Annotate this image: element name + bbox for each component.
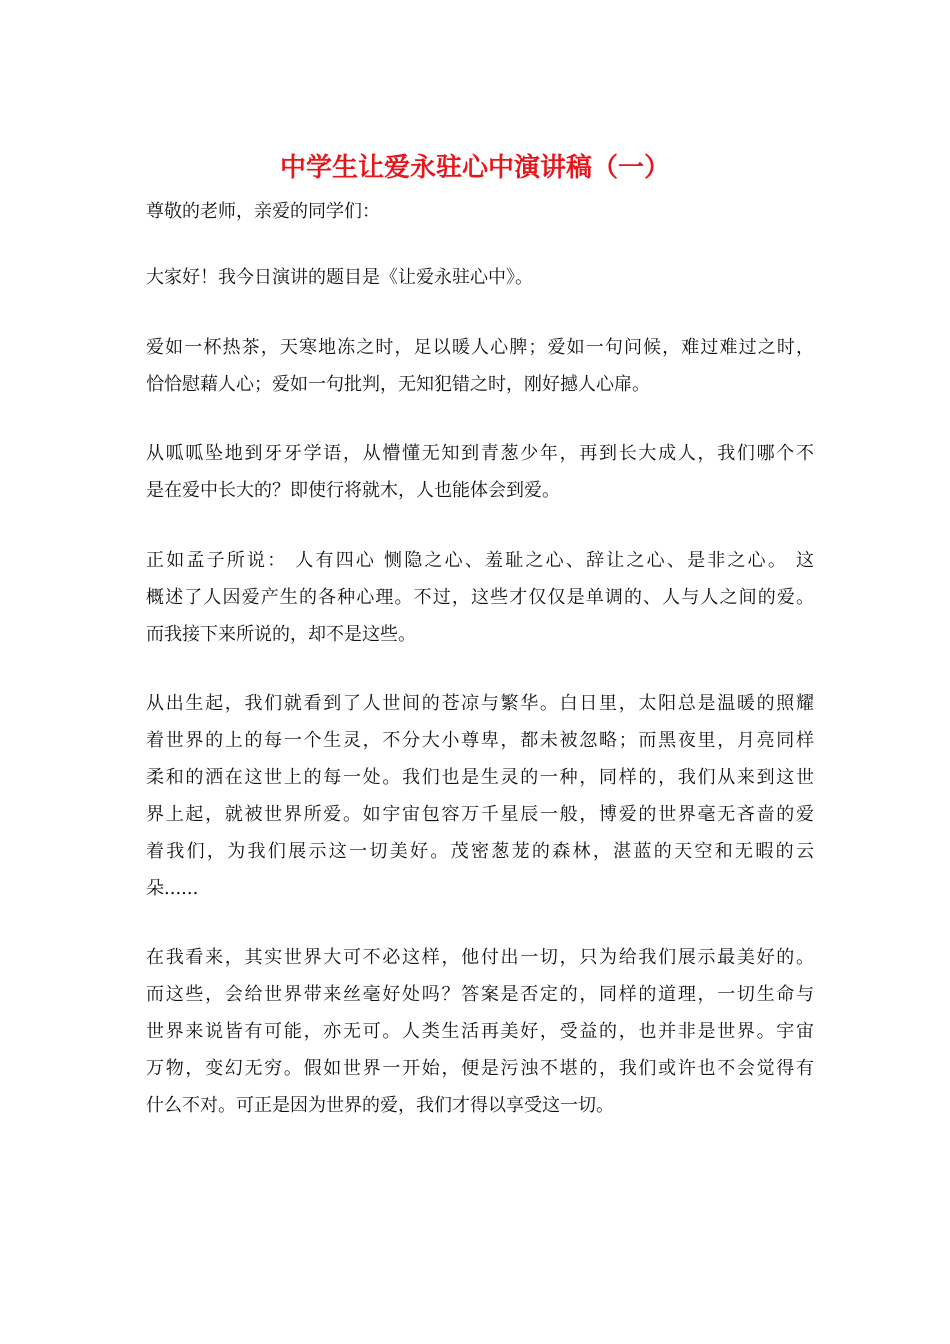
text-line: 是在爱中长大的？即使行将就木，人也能体会到爱。 <box>146 480 560 501</box>
text-line: 而我接下来所说的，却不是这些。 <box>146 624 416 645</box>
text-line: 万物，变幻无穷。假如世界一开始，便是污浊不堪的，我们或许也不会觉得有 <box>146 1058 814 1079</box>
text-line: 正如孟子所说： 人有四心 恻隐之心、羞耻之心、辞让之心、是非之心。 这 <box>146 550 814 571</box>
text-line: 朵...... <box>146 878 199 899</box>
text-line: 从出生起，我们就看到了人世间的苍凉与繁华。白日里，太阳总是温暖的照耀 <box>146 693 814 714</box>
text-line: 概述了人因爱产生的各种心理。不过，这些才仅仅是单调的、人与人之间的爱。 <box>146 587 814 608</box>
text-line: 尊敬的老师，亲爱的同学们： <box>146 201 380 222</box>
text-line: 界上起，就被世界所爱。如宇宙包容万千星辰一般，博爱的世界毫无吝啬的爱 <box>146 804 814 825</box>
text-line: 大家好！我今日演讲的题目是《让爱永驻心中》。 <box>146 267 533 288</box>
text-line: 恰恰慰藉人心；爱如一句批判，无知犯错之时，刚好撼人心扉。 <box>146 374 650 395</box>
text-line: 而这些，会给世界带来丝毫好处吗？答案是否定的，同样的道理，一切生命与 <box>146 984 814 1005</box>
text-line: 什么不对。可正是因为世界的爱，我们才得以享受这一切。 <box>146 1095 614 1116</box>
text-line: 在我看来，其实世界大可不必这样，他付出一切，只为给我们展示最美好的。 <box>146 947 814 968</box>
text-line: 从呱呱坠地到牙牙学语，从懵懂无知到青葱少年，再到长大成人，我们哪个不 <box>146 443 814 464</box>
document-title: 中学生让爱永驻心中演讲稿（一） <box>279 153 670 183</box>
text-line: 柔和的洒在这世上的每一处。我们也是生灵的一种，同样的，我们从来到这世 <box>146 767 814 788</box>
text-line: 世界来说皆有可能，亦无可。人类生活再美好，受益的，也并非是世界。宇宙 <box>146 1021 814 1042</box>
text-line: 爱如一杯热茶，天寒地冻之时，足以暖人心脾；爱如一句问候，难过难过之时， <box>146 337 814 358</box>
text-line: 着世界的上的每一个生灵，不分大小尊卑，都未被忽略；而黑夜里，月亮同样 <box>146 730 814 751</box>
text-line: 着我们，为我们展示这一切美好。茂密葱茏的森林，湛蓝的天空和无暇的云 <box>146 841 814 862</box>
